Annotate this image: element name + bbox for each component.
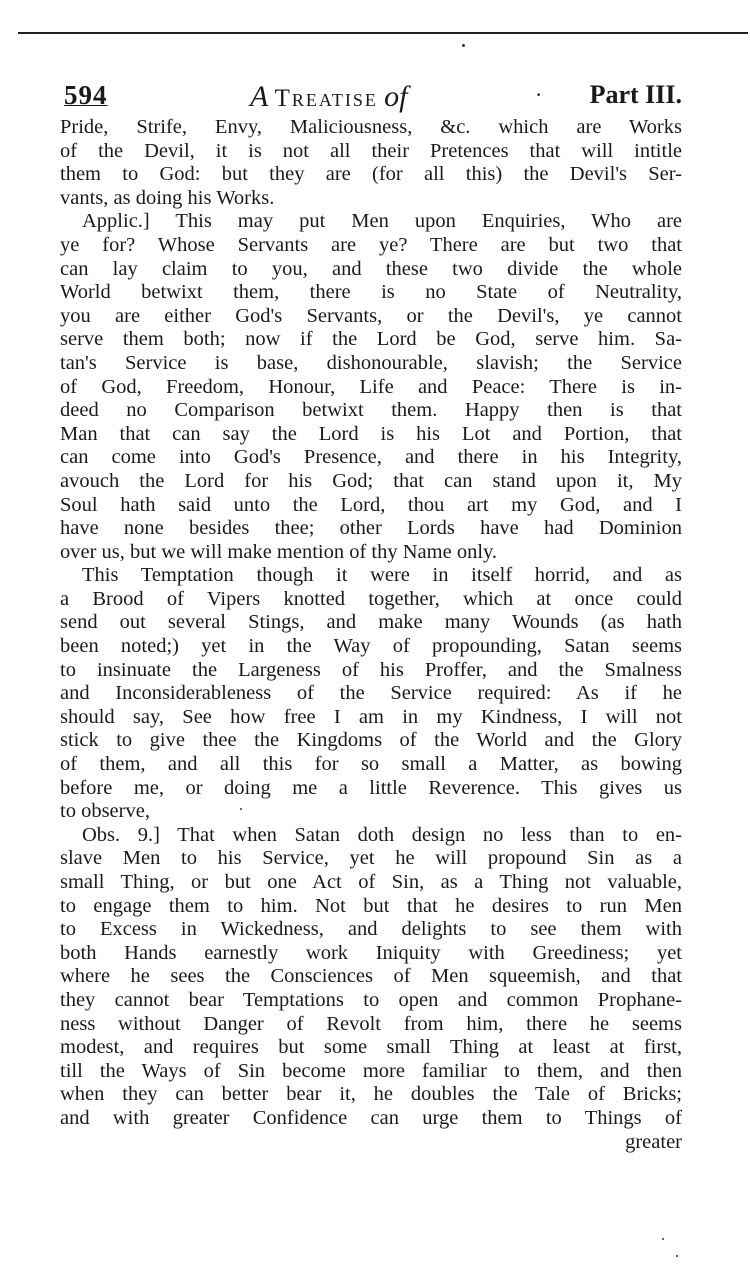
text-line: small Thing, or but one Act of Sin, as a Thing not valuable, (60, 871, 682, 893)
text-line: vants, as doing his Works. (60, 186, 275, 209)
part-label: Part III. (589, 80, 682, 109)
text-line: should say, See how free I am in my Kindness, I will not (60, 705, 682, 728)
text-line: deed no Comparison betwixt them. Happy then is that (60, 399, 682, 422)
ink-speck (662, 1238, 664, 1240)
text-line: both Hands earnestly work Iniquity with Greediness; yet (60, 941, 682, 964)
running-title-initial: A (250, 80, 269, 113)
text-line: World betwixt them, there is no State of Neutrality, (60, 281, 682, 304)
text-line: to insinuate the Largeness of his Proffer, and the Smalness (60, 658, 682, 681)
text-line: modest, and requires but some small Thing at least at first, (60, 1036, 682, 1059)
text-line: to Excess in Wickedness, and delights to see them with (60, 918, 682, 941)
text-line: send out several Stings, and make many Wounds (as hath (60, 611, 682, 634)
text-line: of them, and all this for so small a Matter, as bowing (60, 753, 682, 776)
text-line: tan's Service is base, dishonourable, slavish; the Service (60, 351, 682, 374)
running-title-of: of (384, 80, 408, 113)
text-line: till the Ways of Sin become more familiar to them, and then (60, 1059, 682, 1082)
text-line: of God, Freedom, Honour, Life and Peace: There is in- (60, 375, 682, 398)
text-line: and with greater Confidence can urge them to Things of (60, 1106, 682, 1129)
text-line: serve them both; now if the Lord be God, serve him. Sa- (60, 328, 682, 351)
ink-speck (676, 1255, 678, 1257)
text-line: Man that can say the Lord is his Lot and Portion, that (60, 422, 682, 445)
text-line: to observe, (60, 800, 150, 823)
text-line: over us, but we will make mention of thy Name only. (60, 540, 498, 563)
text-line: they cannot bear Temptations to open and common Prophane- (60, 988, 682, 1011)
text-line: This Temptation though it were in itself horrid, and as (82, 564, 682, 587)
running-header (60, 80, 682, 116)
text-line: ye for? Whose Servants are ye? There are but two that (60, 233, 682, 256)
header-dot: · (535, 82, 543, 107)
text-line: Soul hath said unto the Lord, thou art my God, and I (60, 493, 682, 516)
text-line: when they can better bear it, he doubles the Tale of Bricks; (60, 1083, 682, 1106)
text-line: have none besides thee; other Lords have had Dominion (60, 517, 682, 540)
top-rule (18, 32, 748, 34)
book-page (60, 80, 682, 1153)
running-title (250, 80, 407, 114)
text-line: Pride, Strife, Envy, Maliciousness, &c. which are Works (60, 116, 682, 138)
page-number: 594 (64, 80, 108, 110)
catchword: greater (625, 1130, 682, 1153)
text-line: avouch the Lord for his God; that can stand upon it, My (60, 469, 682, 492)
text-line: of the Devil, it is not all their Pretences that will intitle (60, 139, 682, 162)
text-line: slave Men to his Service, yet he will propound Sin as a (60, 847, 682, 870)
text-line: can lay claim to you, and these two divide the whole (60, 257, 682, 280)
text-line: them to God: but they are (for all this) the Devil's Ser- (60, 163, 682, 186)
text-line: you are either God's Servants, or the Devil's, ye cannot (60, 304, 682, 327)
text-line: been noted;) yet in the Way of propounding, Satan seems (60, 635, 682, 658)
text-line: can come into God's Presence, and there in his Integrity, (60, 446, 682, 469)
text-line: stick to give thee the Kingdoms of the World and the Glory (60, 729, 682, 752)
ink-speck (462, 44, 465, 47)
text-line: ness without Danger of Revolt from him, there he seems (60, 1012, 682, 1035)
text-line: to engage them to him. Not but that he desires to run Men (60, 894, 682, 917)
text-line: before me, or doing me a little Reverence. This gives us (60, 776, 682, 799)
text-line: a Brood of Vipers knotted together, which at once could (60, 587, 682, 610)
text-line: Obs. 9.] That when Satan doth design no less than to en- (82, 823, 682, 846)
running-title-word: Treatise (274, 85, 378, 112)
text-line: and Inconsiderableness of the Service required: As if he (60, 682, 682, 705)
text-line: where he sees the Consciences of Men squeemish, and that (60, 965, 682, 988)
text-line: Applic.] This may put Men upon Enquiries, Who are (82, 210, 682, 233)
body-text (60, 116, 682, 1153)
